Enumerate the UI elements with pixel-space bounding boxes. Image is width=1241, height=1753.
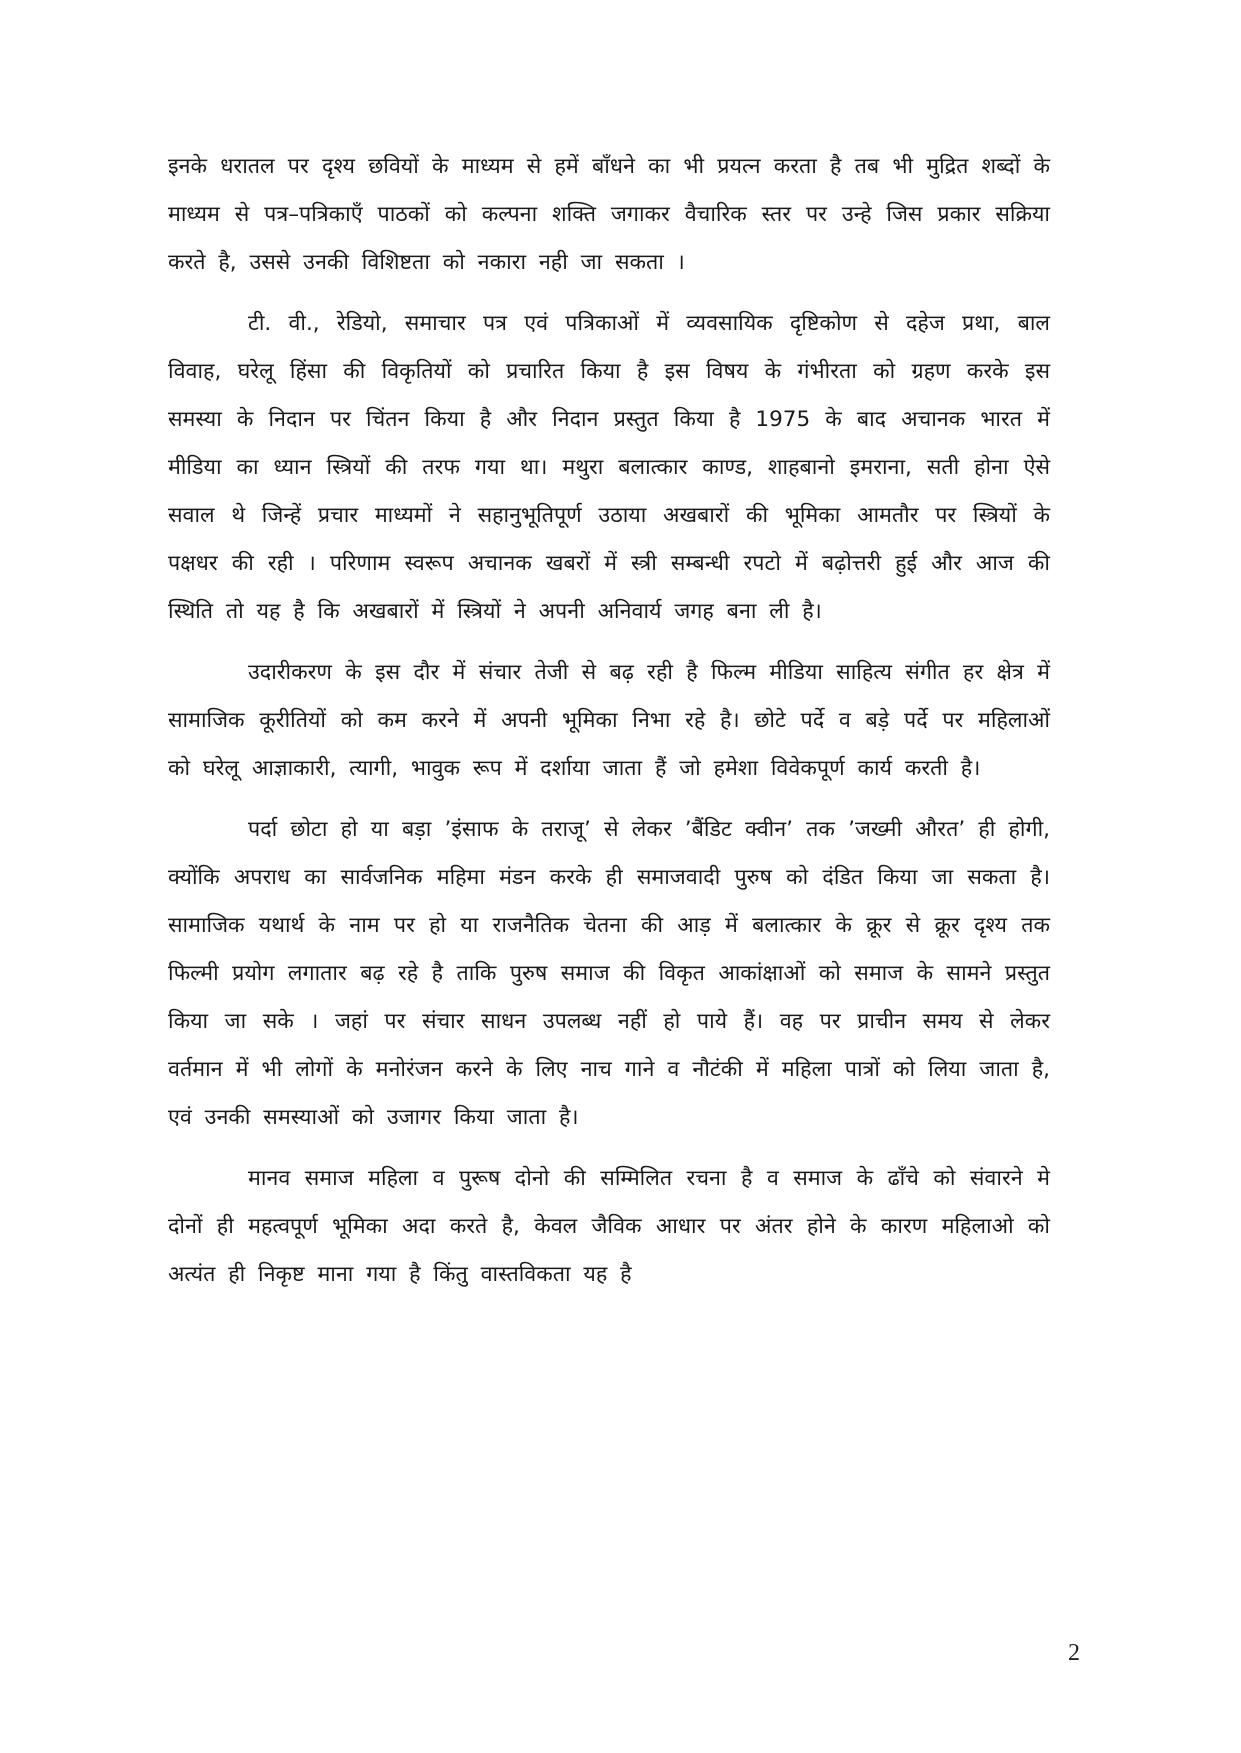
- page-number: 2: [1068, 1640, 1080, 1666]
- paragraph-3: उदारीकरण के इस दौर में संचार तेजी से बढ़ रही है फिल्म मीडिया साहित्य संगीत हर क्षेत्र में सामाजिक कूरीतियों को कम करने में अपनी भूमिका निभा रहे है। छोटे पर्दे व बड़े पर्दे पर महिलाओं को घरेलू आज्ञाकारी, त्यागी, भावुक रूप में दर्शाया जाता हैं जो हमेशा विवेकपूर्ण कार्य करती है।: [168, 660, 1050, 781]
- paragraph-4: पर्दा छोटा हो या बड़ा ’इंसाफ के तराजू’ से लेकर ’बैंडिट क्वीन’ तक ’जख्मी औरत’ ही होगी, क्योंकि अपराध का सार्वजनिक महिमा मंडन करके ही समाजवादी पुरुष को दंडित किया जा सकता है। सामाजिक यथार्थ के नाम पर हो या राजनैतिक चेतना की आड़ में बलात्कार के क्रूर से क्रूर दृश्य तक फिल्मी प्रयोग लगातार बढ़ रहे है ताकि पुरुष समाज की विकृत आकांक्षाओं को समाज के सामने प्रस्तुत किया जा सके । जहां पर संचार साधन उपलब्ध नहीं हो पाये हैं। वह पर प्राचीन समय से लेकर वर्तमान में भी लोगों के मनोरंजन करने के लिए नाच गाने व नौटंकी में महिला पात्रों को लिया जाता है, एवं उनकी समस्याओं को उजागर किया जाता है।: [168, 817, 1050, 1130]
- paragraph-2: टी. वी., रेडियो, समाचार पत्र एवं पत्रिकाओं में व्यवसायिक दृष्टिकोण से दहेज प्रथा, बाल विवाह, घरेलू हिंसा की विकृतियों को प्रचारित किया है इस विषय के गंभीरता को ग्रहण करके इस समस्या के निदान पर चिंतन किया है और निदान प्रस्तुत किया है 1975 के बाद अचानक भारत में मीडिया का ध्यान स्त्रियों की तरफ गया था। मथुरा बलात्कार काण्ड, शाहबानो इमराना, सती होना ऐसे सवाल थे जिन्हें प्रचार माध्यमों ने सहानुभूतिपूर्ण उठाया अखबारों की भूमिका आमतौर पर स्त्रियों के पक्षधर की रही । परिणाम स्वरूप अचानक खबरों में स्त्री सम्बन्धी रपटो में बढ़ोत्तरी हुई और आज की स्थिति तो यह है कि अखबारों में स्त्रियों ने अपनी अनिवार्य जगह बना ली है।: [168, 311, 1050, 624]
- paragraph-1: इनके धरातल पर दृश्य छवियों के माध्यम से हमें बाँधने का भी प्रयत्न करता है तब भी मुद्रित शब्दों के माध्यम से पत्र–पत्रिकाएँ पाठकों को कल्पना शक्ति जगाकर वैचारिक स्तर पर उन्हे जिस प्रकार सक्रिया करते है, उससे उनकी विशिष्टता को नकारा नही जा सकता ।: [168, 154, 1050, 275]
- body-text: [168, 143, 1050, 1299]
- paragraph-5: मानव समाज महिला व पुरूष दोनो की सम्मिलित रचना है व समाज के ढाँचे को संवारने मे दोनों ही महत्वपूर्ण भूमिका अदा करते है, केवल जैविक आधार पर अंतर होने के कारण महिलाओ को अत्यंत ही निकृष्ट माना गया है किंतु वास्तविकता यह है: [168, 1166, 1050, 1287]
